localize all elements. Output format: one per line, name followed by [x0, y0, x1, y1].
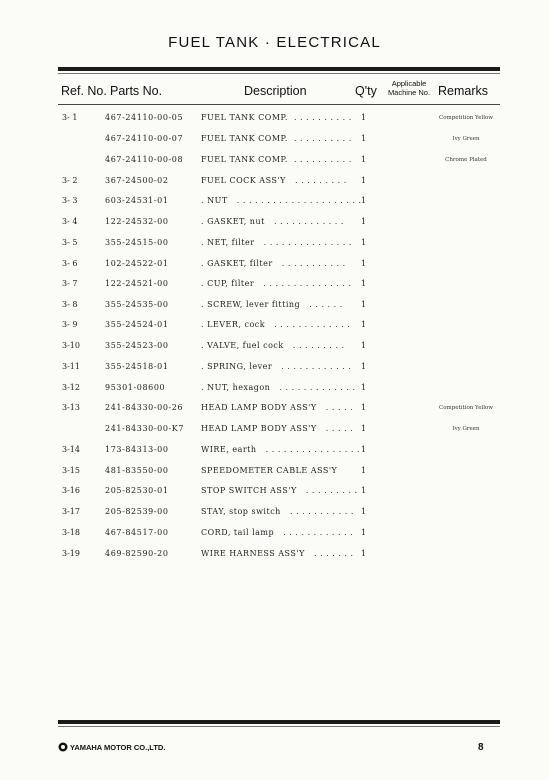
part-no-cell: 467-24110-00-05: [105, 113, 184, 122]
description-cell: FUEL TANK COMP. . . . . . . . . . .: [201, 155, 352, 164]
qty-cell: 1: [361, 320, 367, 329]
description-cell: . CUP, filter . . . . . . . . . . . . . . .: [201, 279, 352, 288]
qty-cell: 1: [361, 362, 367, 371]
ref-no-cell: 3- 1: [62, 113, 78, 122]
ref-no-cell: 3-12: [62, 383, 80, 392]
qty-cell: 1: [361, 549, 367, 558]
table-row: [0, 217, 549, 237]
page-title: FUEL TANK · ELECTRICAL: [168, 34, 381, 51]
part-no-cell: 467-24110-00-08: [105, 155, 184, 164]
part-no-cell: 95301-08600: [105, 383, 166, 392]
description-cell: HEAD LAMP BODY ASS'Y . . . . .: [201, 403, 354, 412]
table-row: [0, 445, 549, 465]
description-cell: HEAD LAMP BODY ASS'Y . . . . .: [201, 424, 354, 433]
header-parts-no: Parts No.: [110, 84, 163, 98]
ref-no-cell: 3-15: [62, 466, 80, 475]
table-row: [0, 300, 549, 320]
qty-cell: 1: [361, 113, 367, 122]
qty-cell: 1: [361, 486, 367, 495]
ref-no-cell: 3- 5: [62, 238, 78, 247]
qty-cell: 1: [361, 445, 367, 454]
remarks-cell: Chrome Plated: [445, 157, 487, 163]
remarks-cell: Competition Yellow: [439, 115, 493, 121]
description-cell: . GASKET, filter . . . . . . . . . . .: [201, 259, 346, 268]
remarks-cell: Competition Yellow: [439, 405, 493, 411]
description-cell: SPEEDOMETER CABLE ASS'Y: [201, 466, 338, 475]
header-rule: [58, 104, 500, 105]
part-no-cell: 467-24110-00-07: [105, 134, 184, 143]
header-applicable-line1: Applicable: [391, 79, 427, 88]
qty-cell: 1: [361, 300, 367, 309]
part-no-cell: 205-82530-01: [105, 486, 169, 495]
part-no-cell: 469-82590-20: [105, 549, 169, 558]
yamaha-logo-icon: [58, 742, 68, 752]
table-row: [0, 362, 549, 382]
footer-company: [58, 742, 165, 752]
qty-cell: 1: [361, 217, 367, 226]
top-rule-thin: [58, 73, 500, 74]
description-cell: STAY, stop switch . . . . . . . . . . .: [201, 507, 354, 516]
bottom-rule-thick: [58, 720, 500, 724]
table-row: [0, 113, 549, 133]
qty-cell: 1: [361, 466, 367, 475]
header-description: Description: [244, 84, 307, 98]
part-no-cell: 205-82539-00: [105, 507, 169, 516]
ref-no-cell: 3- 3: [62, 196, 78, 205]
table-row: [0, 155, 549, 175]
description-cell: FUEL COCK ASS'Y . . . . . . . . .: [201, 176, 347, 185]
description-cell: WIRE HARNESS ASS'Y . . . . . . .: [201, 549, 354, 558]
qty-cell: 1: [361, 383, 367, 392]
part-no-cell: 603-24531-01: [105, 196, 169, 205]
ref-no-cell: 3-17: [62, 507, 80, 516]
ref-no-cell: 3- 2: [62, 176, 78, 185]
table-row: [0, 403, 549, 423]
qty-cell: 1: [361, 176, 367, 185]
description-cell: FUEL TANK COMP. . . . . . . . . . .: [201, 113, 352, 122]
part-no-cell: 355-24535-00: [105, 300, 169, 309]
part-no-cell: 241-84330-00-26: [105, 403, 184, 412]
ref-no-cell: 3-18: [62, 528, 80, 537]
table-row: [0, 238, 549, 258]
table-row: [0, 486, 549, 506]
table-row: [0, 196, 549, 216]
ref-no-cell: 3-14: [62, 445, 80, 454]
footer-company-name: YAMAHA MOTOR CO.,LTD.: [70, 742, 166, 752]
ref-no-cell: 3-11: [62, 362, 80, 371]
header-remarks: Remarks: [438, 84, 489, 98]
header-applicable: [386, 79, 432, 97]
table-row: [0, 528, 549, 548]
part-no-cell: 122-24532-00: [105, 217, 169, 226]
part-no-cell: 481-83550-00: [105, 466, 169, 475]
table-row: [0, 341, 549, 361]
header-qty: Q'ty: [355, 84, 377, 98]
ref-no-cell: 3-19: [62, 549, 80, 558]
qty-cell: 1: [361, 134, 367, 143]
remarks-cell: Ivy Green: [452, 426, 480, 432]
qty-cell: 1: [361, 279, 367, 288]
description-cell: WIRE, earth . . . . . . . . . . . . . . . .: [201, 445, 360, 454]
qty-cell: 1: [361, 238, 367, 247]
part-no-cell: 467-84517-00: [105, 528, 169, 537]
qty-cell: 1: [361, 403, 367, 412]
qty-cell: 1: [361, 528, 367, 537]
ref-no-cell: 3- 8: [62, 300, 78, 309]
description-cell: . VALVE, fuel cock . . . . . . . . .: [201, 341, 345, 350]
header-applicable-line2: Machine No.: [387, 88, 431, 97]
part-no-cell: 355-24515-00: [105, 238, 169, 247]
table-row: [0, 320, 549, 340]
part-no-cell: 367-24500-02: [105, 176, 169, 185]
qty-cell: 1: [361, 424, 367, 433]
part-no-cell: 241-84330-00-K7: [105, 424, 185, 433]
description-cell: . NUT, hexagon . . . . . . . . . . . . .: [201, 383, 356, 392]
ref-no-cell: 3-16: [62, 486, 80, 495]
page-number: 8: [478, 742, 484, 753]
table-row: [0, 466, 549, 486]
header-ref-no: Ref. No.: [61, 84, 107, 98]
description-cell: . LEVER, cock . . . . . . . . . . . . .: [201, 320, 351, 329]
description-cell: . NET, filter . . . . . . . . . . . . . . .: [201, 238, 352, 247]
qty-cell: 1: [361, 196, 367, 205]
table-row: [0, 424, 549, 444]
part-no-cell: 355-24518-01: [105, 362, 169, 371]
description-cell: FUEL TANK COMP. . . . . . . . . . .: [201, 134, 352, 143]
qty-cell: 1: [361, 341, 367, 350]
ref-no-cell: 3- 4: [62, 217, 78, 226]
part-no-cell: 355-24523-00: [105, 341, 169, 350]
part-no-cell: 102-24522-01: [105, 259, 169, 268]
description-cell: STOP SWITCH ASS'Y . . . . . . . . .: [201, 486, 358, 495]
part-no-cell: 173-84313-00: [105, 445, 169, 454]
ref-no-cell: 3-10: [62, 341, 80, 350]
table-row: [0, 279, 549, 299]
description-cell: . SPRING, lever . . . . . . . . . . . .: [201, 362, 352, 371]
top-rule-thick: [58, 67, 500, 71]
table-row: [0, 259, 549, 279]
qty-cell: 1: [361, 155, 367, 164]
ref-no-cell: 3-13: [62, 403, 80, 412]
description-cell: . NUT . . . . . . . . . . . . . . . . . . . . .: [201, 196, 362, 205]
remarks-cell: Ivy Green: [452, 136, 480, 142]
table-row: [0, 507, 549, 527]
qty-cell: 1: [361, 507, 367, 516]
part-no-cell: 355-24524-01: [105, 320, 169, 329]
description-cell: . GASKET, nut . . . . . . . . . . . .: [201, 217, 344, 226]
table-row: [0, 176, 549, 196]
part-no-cell: 122-24521-00: [105, 279, 169, 288]
bottom-rule-thin: [58, 726, 500, 727]
table-row: [0, 383, 549, 403]
ref-no-cell: 3- 9: [62, 320, 78, 329]
qty-cell: 1: [361, 259, 367, 268]
ref-no-cell: 3- 6: [62, 259, 78, 268]
ref-no-cell: 3- 7: [62, 279, 78, 288]
description-cell: CORD, tail lamp . . . . . . . . . . . .: [201, 528, 354, 537]
table-row: [0, 134, 549, 154]
table-row: [0, 549, 549, 569]
description-cell: . SCREW, lever fitting . . . . . .: [201, 300, 343, 309]
